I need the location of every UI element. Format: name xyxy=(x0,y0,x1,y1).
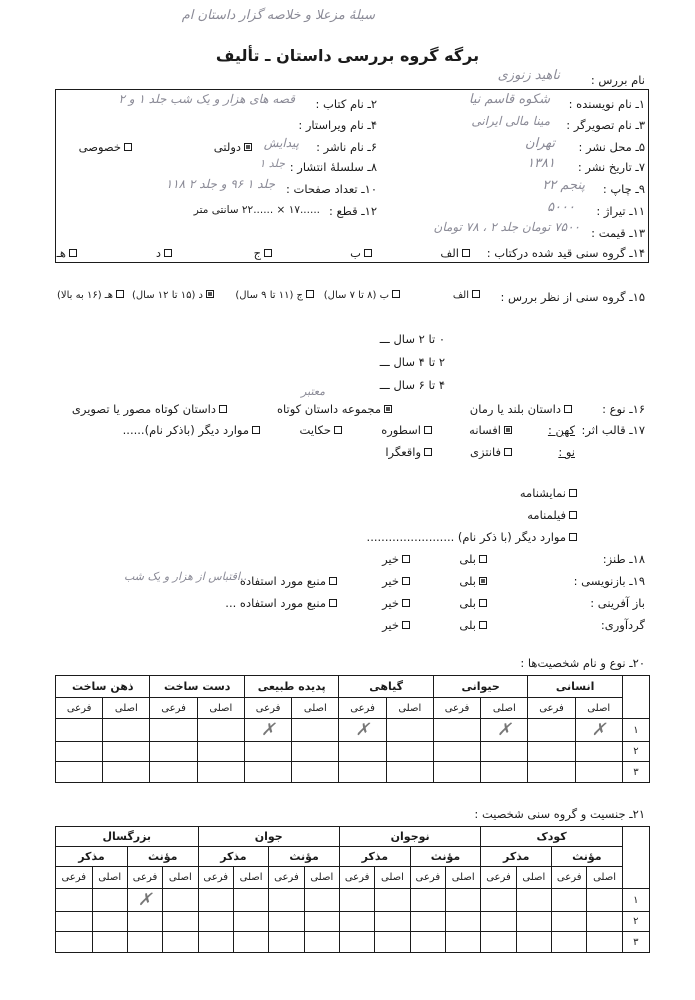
form-option-other-2[interactable]: موارد دیگر (با ذکر نام) ........................ xyxy=(367,530,580,544)
cell[interactable] xyxy=(150,742,197,762)
gender-table xyxy=(55,826,650,953)
cell[interactable] xyxy=(56,762,103,783)
cell[interactable] xyxy=(375,889,410,912)
publisher-value[interactable]: پیدایش xyxy=(263,136,299,150)
cell[interactable] xyxy=(163,932,198,953)
table-row xyxy=(56,762,650,783)
cell[interactable] xyxy=(339,762,386,783)
main-header: اصلی xyxy=(481,698,528,719)
form-old-label: کهن : xyxy=(547,423,575,437)
date-label: ۷ـ تاریخ نشر : xyxy=(577,160,645,174)
reviewer-age-option-b[interactable]: ب (۸ تا ۷ سال) xyxy=(324,290,403,301)
pages-label: ۱۰ـ تعداد صفحات : xyxy=(285,182,377,196)
size-label: ۱۲ـ قطع : xyxy=(329,204,377,218)
cell[interactable] xyxy=(92,912,127,932)
preschool-4-6: ۴ تا ۶ سال ـــ xyxy=(379,378,445,392)
cell[interactable] xyxy=(233,932,268,953)
author-label: ۱ـ نام نویسنده : xyxy=(568,97,645,111)
size-value[interactable]: ......۱۷ × ......۲۲ سانتی متر xyxy=(193,204,320,216)
group-handmade: دست ساخت xyxy=(150,676,244,698)
sub-header: فرعی xyxy=(269,867,304,889)
plant-sub-1[interactable]: ✗ xyxy=(339,719,386,742)
cell[interactable] xyxy=(103,762,150,783)
cell[interactable] xyxy=(575,762,622,783)
group-young: جوان xyxy=(198,827,339,847)
male-header: مذکر xyxy=(481,847,552,867)
cell[interactable] xyxy=(304,932,339,953)
recreation-label: باز آفرینی : xyxy=(590,596,645,610)
author-value[interactable]: شکوه قاسم نیا xyxy=(468,92,550,107)
cell[interactable] xyxy=(339,932,374,953)
imaginary-main-1[interactable] xyxy=(103,719,150,742)
cell[interactable] xyxy=(103,742,150,762)
cell[interactable] xyxy=(244,742,291,762)
table-row xyxy=(56,889,650,912)
animal-main-1[interactable]: ✗ xyxy=(481,719,528,742)
place-label: ۵ـ محل نشر : xyxy=(578,140,645,154)
date-value[interactable]: ۱۳۸۱ xyxy=(527,156,555,171)
group-human: انسانی xyxy=(528,676,622,698)
sub-header: فرعی xyxy=(552,867,587,889)
cell[interactable] xyxy=(552,912,587,932)
cell[interactable] xyxy=(150,762,197,783)
sub-header: فرعی xyxy=(127,867,162,889)
form-option-tale[interactable]: حکایت xyxy=(300,423,345,437)
main-header: اصلی xyxy=(446,867,481,889)
male-header: مذکر xyxy=(198,847,269,867)
type-option-illustrated[interactable]: داستان کوتاه مصور یا تصویری xyxy=(72,402,230,416)
main-header: اصلی xyxy=(386,698,433,719)
cell[interactable] xyxy=(386,742,433,762)
main-header: اصلی xyxy=(304,867,339,889)
book-info-box xyxy=(55,89,649,263)
plant-main-1[interactable] xyxy=(386,719,433,742)
form-option-legend[interactable]: افسانه xyxy=(469,423,515,437)
humor-yes[interactable]: بلی xyxy=(459,552,490,566)
cell[interactable] xyxy=(410,889,445,912)
compilation-no[interactable]: خیر xyxy=(382,618,413,632)
cell[interactable] xyxy=(233,912,268,932)
reviewer-age-option-a[interactable]: الف xyxy=(453,290,483,301)
compilation-yes[interactable]: بلی xyxy=(459,618,490,632)
cell[interactable] xyxy=(516,889,551,912)
human-main-1[interactable]: ✗ xyxy=(575,719,622,742)
top-handwritten-note: سیلۀ مزعلا و خلاصه گزار داستان ام xyxy=(181,8,375,23)
cell[interactable] xyxy=(552,932,587,953)
cell[interactable] xyxy=(575,742,622,762)
cell[interactable] xyxy=(339,889,374,912)
private-checkbox[interactable] xyxy=(124,143,132,151)
row-number: ۱ xyxy=(622,889,649,912)
cell[interactable] xyxy=(198,932,233,953)
cell[interactable] xyxy=(587,932,622,953)
cell[interactable] xyxy=(56,889,93,912)
print-value[interactable]: پنجم ۲۲ xyxy=(542,178,585,193)
cell[interactable] xyxy=(163,912,198,932)
cell[interactable] xyxy=(269,889,304,912)
row-number: ۲ xyxy=(622,912,649,932)
cell[interactable] xyxy=(433,742,480,762)
age-option-e[interactable]: هـ xyxy=(57,246,80,260)
type-label: ۱۶ـ نوع : xyxy=(602,402,645,416)
handmade-sub-1[interactable] xyxy=(150,719,197,742)
human-sub-1[interactable] xyxy=(528,719,575,742)
row-number: ۳ xyxy=(622,762,649,783)
cell[interactable] xyxy=(92,932,127,953)
cell[interactable] xyxy=(163,889,198,912)
male-header: مذکر xyxy=(339,847,410,867)
rewrite-label: ۱۹ـ بازنویسی : xyxy=(573,574,645,588)
form-option-other[interactable]: موارد دیگر (باذکر نام)...... xyxy=(123,423,263,437)
place-value[interactable]: تهران xyxy=(525,136,555,151)
age-option-d[interactable]: د xyxy=(156,246,175,260)
sub-header: فرعی xyxy=(56,698,103,719)
male-header: مذکر xyxy=(56,847,128,867)
book-name-label: ۲ـ نام کتاب : xyxy=(315,97,377,111)
group-teen: نوجوان xyxy=(339,827,480,847)
cell[interactable] xyxy=(197,762,244,783)
cell[interactable] xyxy=(516,932,551,953)
table-row xyxy=(56,719,650,742)
rewrite-source-value[interactable]: ..اقتباس از هزار و یک شب xyxy=(123,570,247,583)
humor-label: ۱۸ـ طنز: xyxy=(602,552,645,566)
form-option-fantasy[interactable]: فانتزی xyxy=(470,445,515,459)
reviewer-label: نام بررس : xyxy=(590,73,645,87)
form-new-label: نو : xyxy=(558,445,575,459)
cell[interactable] xyxy=(56,742,103,762)
print-label: ۹ـ چاپ : xyxy=(602,182,645,196)
cell[interactable] xyxy=(56,912,93,932)
editor-label: ۴ـ نام ویراستار : xyxy=(298,118,377,132)
cell[interactable] xyxy=(481,889,516,912)
series-value[interactable]: جلد ۱ xyxy=(259,157,285,170)
main-header: اصلی xyxy=(587,867,622,889)
main-header: اصلی xyxy=(103,698,150,719)
form-option-myth[interactable]: اسطوره xyxy=(381,423,435,437)
adult-female-sub-1[interactable]: ✗ xyxy=(127,889,162,912)
group-child: کودک xyxy=(481,827,622,847)
form-option-realist[interactable]: واقعگرا xyxy=(385,445,435,459)
cell[interactable] xyxy=(446,912,481,932)
corner-cell xyxy=(622,676,649,719)
group-natural: پدیده طبیعی xyxy=(244,676,338,698)
sub-header: فرعی xyxy=(339,698,386,719)
table-row xyxy=(56,932,650,953)
rewrite-yes[interactable]: بلی xyxy=(459,574,490,588)
cell[interactable] xyxy=(339,742,386,762)
sub-header: فرعی xyxy=(150,698,197,719)
illustrator-label: ۳ـ نام تصویرگر : xyxy=(566,118,645,132)
cell[interactable] xyxy=(269,912,304,932)
form-option-screenplay[interactable]: فیلمنامه xyxy=(527,508,580,522)
cell[interactable] xyxy=(127,932,162,953)
state-option[interactable] xyxy=(214,140,255,154)
state-checkbox[interactable] xyxy=(244,143,252,151)
cell[interactable] xyxy=(304,912,339,932)
row-number: ۲ xyxy=(622,742,649,762)
handmade-main-1[interactable] xyxy=(197,719,244,742)
print-run-label: ۱۱ـ تیراژ : xyxy=(596,204,645,218)
cell[interactable] xyxy=(446,932,481,953)
cell[interactable] xyxy=(481,742,528,762)
group-animal: حیوانی xyxy=(433,676,527,698)
characters-label: ۲۰ـ نوع و نام شخصیت‌ها : xyxy=(520,656,645,670)
imaginary-sub-1[interactable] xyxy=(56,719,103,742)
age-option-a[interactable]: الف xyxy=(440,246,473,260)
table-row xyxy=(56,742,650,762)
female-header: مؤنث xyxy=(269,847,340,867)
cell[interactable] xyxy=(198,912,233,932)
cell[interactable] xyxy=(375,932,410,953)
characters-table xyxy=(55,675,650,783)
cell[interactable] xyxy=(552,889,587,912)
cell[interactable] xyxy=(528,762,575,783)
illustrator-value[interactable]: مینا مالی ایرانی xyxy=(471,114,550,128)
natural-sub-1[interactable]: ✗ xyxy=(244,719,291,742)
sub-header: فرعی xyxy=(433,698,480,719)
cell[interactable] xyxy=(481,912,516,932)
table-row xyxy=(56,912,650,932)
reviewer-age-label: ۱۵ـ گروه سنی از نظر بررس : xyxy=(500,290,645,304)
print-run-value[interactable]: ۵۰۰۰ xyxy=(547,200,575,215)
rewrite-source-label: منبع مورد استفاده xyxy=(240,574,340,588)
cell[interactable] xyxy=(375,912,410,932)
form-label: ۱۷ـ قالب اثر: xyxy=(581,423,645,437)
type-option-novel[interactable]: داستان بلند یا رمان xyxy=(470,402,575,416)
sub-header: فرعی xyxy=(244,698,291,719)
private-option-label: خصوصی xyxy=(78,140,121,154)
main-header: اصلی xyxy=(163,867,198,889)
recreation-no[interactable]: خیر xyxy=(382,596,413,610)
cell[interactable] xyxy=(433,762,480,783)
humor-no[interactable]: خیر xyxy=(382,552,413,566)
age-group-label: ۱۴ـ گروه سنی قید شده درکتاب : xyxy=(486,246,645,260)
cell[interactable] xyxy=(386,762,433,783)
female-header: مؤنث xyxy=(127,847,198,867)
cell[interactable] xyxy=(269,932,304,953)
state-option-label: دولتی xyxy=(213,140,241,154)
reviewer-age-option-d[interactable]: د (۱۵ تا ۱۲ سال) xyxy=(132,290,217,301)
price-label: ۱۳ـ قیمت : xyxy=(591,226,645,240)
cell[interactable] xyxy=(446,889,481,912)
female-header: مؤنث xyxy=(552,847,623,867)
cell[interactable] xyxy=(56,932,93,953)
publisher-label: ۶ـ نام ناشر : xyxy=(316,140,377,154)
group-plant: گیاهی xyxy=(339,676,433,698)
cell[interactable] xyxy=(292,762,339,783)
cell[interactable] xyxy=(410,912,445,932)
book-name-value[interactable]: قصه های هزار و یک شب جلد ۱ و ۲ xyxy=(118,92,295,106)
cell[interactable] xyxy=(481,932,516,953)
rewrite-no[interactable]: خیر xyxy=(382,574,413,588)
series-label: ۸ـ سلسلۀ انتشار : xyxy=(289,160,377,174)
main-header: اصلی xyxy=(92,867,127,889)
cell[interactable] xyxy=(198,889,233,912)
cell[interactable] xyxy=(127,912,162,932)
sub-header: فرعی xyxy=(339,867,374,889)
preschool-2-4: ۲ تا ۴ سال ـــ xyxy=(379,355,445,369)
main-header: اصلی xyxy=(233,867,268,889)
main-header: اصلی xyxy=(575,698,622,719)
sub-header: فرعی xyxy=(56,867,93,889)
group-imaginary: ذهن ساخت xyxy=(56,676,150,698)
page-title: برگه گروه بررسی داستان ـ تألیف xyxy=(215,46,480,65)
main-header: اصلی xyxy=(197,698,244,719)
cell[interactable] xyxy=(587,889,622,912)
cell[interactable] xyxy=(516,912,551,932)
cell[interactable] xyxy=(233,889,268,912)
price-value[interactable]: ۷۵۰۰ تومان جلد ۲ ، ۷۸ تومان xyxy=(433,220,580,234)
animal-sub-1[interactable] xyxy=(433,719,480,742)
recreation-source-label: منبع مورد استفاده ... xyxy=(225,596,340,610)
natural-main-1[interactable] xyxy=(292,719,339,742)
cell[interactable] xyxy=(481,762,528,783)
compilation-label: گردآوری: xyxy=(600,618,645,632)
form-option-play[interactable]: نمایشنامه xyxy=(520,486,580,500)
cell[interactable] xyxy=(410,932,445,953)
cell[interactable] xyxy=(304,889,339,912)
reviewer-age-option-c[interactable]: ج (۱۱ تا ۹ سال) xyxy=(235,290,317,301)
group-adult: بزرگسال xyxy=(56,827,199,847)
row-number: ۳ xyxy=(622,932,649,953)
corner-cell xyxy=(622,827,649,889)
age-option-b[interactable]: ب xyxy=(350,246,375,260)
type-option-collection[interactable]: مجموعه داستان کوتاه xyxy=(277,402,395,416)
age-option-c[interactable]: ج xyxy=(254,246,275,260)
reviewer-value: ناهید زنوزی xyxy=(497,68,560,83)
pages-value[interactable]: جلد ۱ ۹۶ و جلد ۲ ۱۱۸ xyxy=(165,177,275,191)
main-header: اصلی xyxy=(516,867,551,889)
cell[interactable] xyxy=(339,912,374,932)
row-number: ۱ xyxy=(622,719,649,742)
recreation-yes[interactable]: بلی xyxy=(459,596,490,610)
main-header: اصلی xyxy=(292,698,339,719)
gender-label: ۲۱ـ جنسیت و گروه سنی شخصیت : xyxy=(474,807,645,821)
cell[interactable] xyxy=(292,742,339,762)
private-option[interactable] xyxy=(79,140,135,154)
preschool-0-2: ۰ تا ۲ سال ـــ xyxy=(379,332,445,346)
main-header: اصلی xyxy=(375,867,410,889)
reviewer-age-option-e[interactable]: هـ (۱۶ به بالا) xyxy=(57,290,127,301)
sub-header: فرعی xyxy=(481,867,516,889)
sub-header: فرعی xyxy=(410,867,445,889)
cell[interactable] xyxy=(587,912,622,932)
cell[interactable] xyxy=(528,742,575,762)
sub-header: فرعی xyxy=(198,867,233,889)
female-header: مؤنث xyxy=(410,847,481,867)
sub-header: فرعی xyxy=(528,698,575,719)
cell[interactable] xyxy=(197,742,244,762)
type-handwritten-note: معتبر xyxy=(301,385,325,398)
cell[interactable] xyxy=(92,889,127,912)
cell[interactable] xyxy=(244,762,291,783)
